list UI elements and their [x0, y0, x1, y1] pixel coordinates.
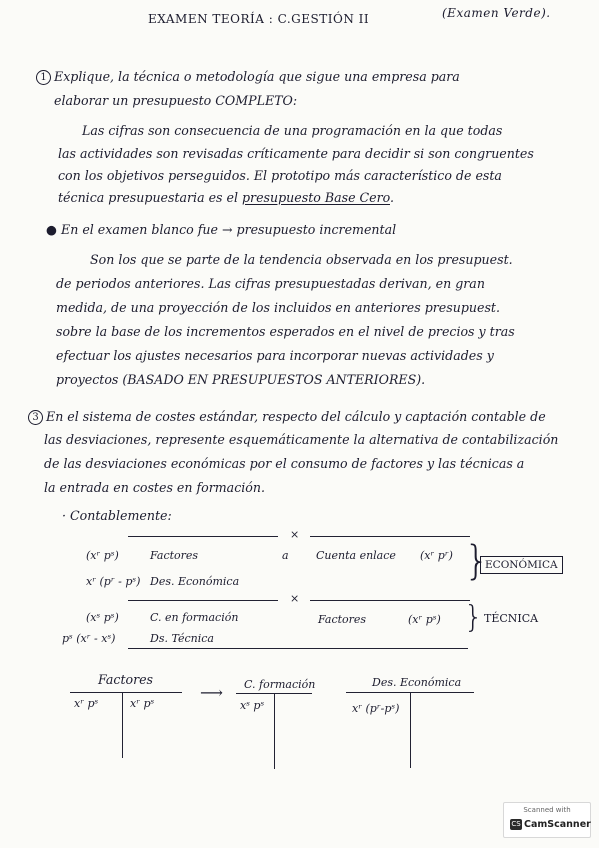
t-arrow: ⟶: [200, 683, 223, 702]
note-body-line6: proyectos (BASADO EN PRESUPUESTOS ANTERIORES).: [56, 372, 426, 387]
entry2-label: TÉCNICA: [484, 612, 539, 625]
note-line1: ● En el examen blanco fue → presupuesto incremental: [46, 222, 397, 237]
q1-prompt-line1: 1 Explique, la técnica o metodología que sigue una empresa para: [36, 70, 460, 85]
t-des-debit: xʳ (pʳ-pˢ): [352, 702, 400, 715]
entry2-separator-left: [128, 600, 278, 601]
stamp-scanned-with: Scanned with: [523, 806, 571, 814]
t-des-vline: [410, 692, 411, 768]
q3-line1: 3 En el sistema de costes estándar, respecto del cálculo y captación contable de: [28, 410, 546, 425]
q1-number: 1: [36, 70, 51, 85]
note-body-line2: de periodos anteriores. Las cifras presupuestadas derivan, en gran: [56, 276, 485, 291]
t-factores-hline: [70, 692, 182, 693]
entry1-amount2: (xʳ pʳ): [420, 549, 453, 562]
q3-line3: de las desviaciones económicas por el consumo de factores y las técnicas a: [44, 456, 525, 471]
camscanner-stamp: [503, 802, 591, 838]
q1-answer-line2: las actividades son revisadas críticamente para decidir si son congruentes: [58, 146, 534, 161]
t-factores-title: Factores: [98, 672, 154, 687]
entry1-sep-mark: ×: [290, 528, 300, 541]
t-factores-credit: xʳ pˢ: [130, 697, 155, 710]
entry2-sep-mark: ×: [290, 592, 300, 605]
entry1-debit-account: Factores: [150, 549, 199, 562]
exam-variant: (Examen Verde).: [442, 6, 551, 20]
entry1-label-box: [480, 553, 563, 572]
q1-answer-line3: con los objetivos perseguidos. El prototipo más característico de esta: [58, 168, 502, 183]
note-bullet: ●: [46, 222, 57, 237]
entry1-a: a: [282, 549, 289, 562]
t-factores-debit: xʳ pˢ: [74, 697, 99, 710]
q3-line4: la entrada en costes en formación.: [44, 480, 265, 495]
entry1-separator-right: [310, 536, 470, 537]
entry2-debit-account: C. en formación: [150, 611, 239, 624]
q1-prompt-line2: elaborar un presupuesto COMPLETO:: [54, 93, 298, 108]
entry2-closing-line: [128, 648, 468, 649]
entry2-amount2: (xʳ pˢ): [408, 613, 441, 626]
note-body-line5: efectuar los ajustes necesarios para incorporar nuevas actividades y: [56, 348, 494, 363]
t-des-title: Des. Económica: [372, 676, 462, 689]
q1-answer-underlined: presupuesto Base Cero: [242, 190, 390, 205]
entry2-brace: }: [464, 600, 484, 635]
entry2-credit-account: Factores: [318, 613, 367, 626]
entry1-brace: }: [464, 538, 490, 584]
entry1-amount3: xʳ (pʳ - pˢ): [86, 575, 141, 588]
entry1-label: ECONÓMICA: [480, 556, 563, 574]
q1-answer-line1: Las cifras son consecuencia de una programación en la que todas: [82, 123, 503, 138]
entry1-credit-account: Cuenta enlace: [316, 549, 396, 562]
q1-answer-line4: técnica presupuestaria es el presupuesto Base Cero.: [58, 190, 395, 205]
note-body-line3: medida, de una proyección de los incluidos en anteriores presupuest.: [56, 300, 500, 315]
contablemente-label: · Contablemente:: [62, 508, 172, 523]
entry2-amount3: pˢ (xʳ - xˢ): [62, 632, 116, 645]
q3-number: 3: [28, 410, 43, 425]
note-body-line4: sobre la base de los incrementos esperados en el nivel de precios y tras: [56, 324, 515, 339]
entry1-amount1: (xʳ pˢ): [86, 549, 119, 562]
entry2-separator-right: [310, 600, 470, 601]
entry2-des-account: Ds. Técnica: [150, 632, 214, 645]
camscanner-logo-icon: CS: [511, 820, 521, 828]
exam-title: EXAMEN TEORÍA : C.GESTIÓN II: [148, 12, 370, 26]
note-body-line1: Son los que se parte de la tendencia observada en los presupuest.: [90, 252, 513, 267]
entry2-amount1: (xˢ pˢ): [86, 611, 119, 624]
entry1-separator-left: [128, 536, 278, 537]
stamp-camscanner: CamScanner: [524, 819, 591, 830]
t-factores-vline: [122, 692, 123, 758]
q3-line2: las desviaciones, represente esquemáticamente la alternativa de contabilización: [44, 432, 559, 447]
entry1-des-account: Des. Económica: [150, 575, 240, 588]
t-cform-title: C. formación: [244, 678, 316, 691]
t-cform-vline: [274, 693, 275, 769]
t-cform-debit: xˢ pˢ: [240, 699, 265, 712]
